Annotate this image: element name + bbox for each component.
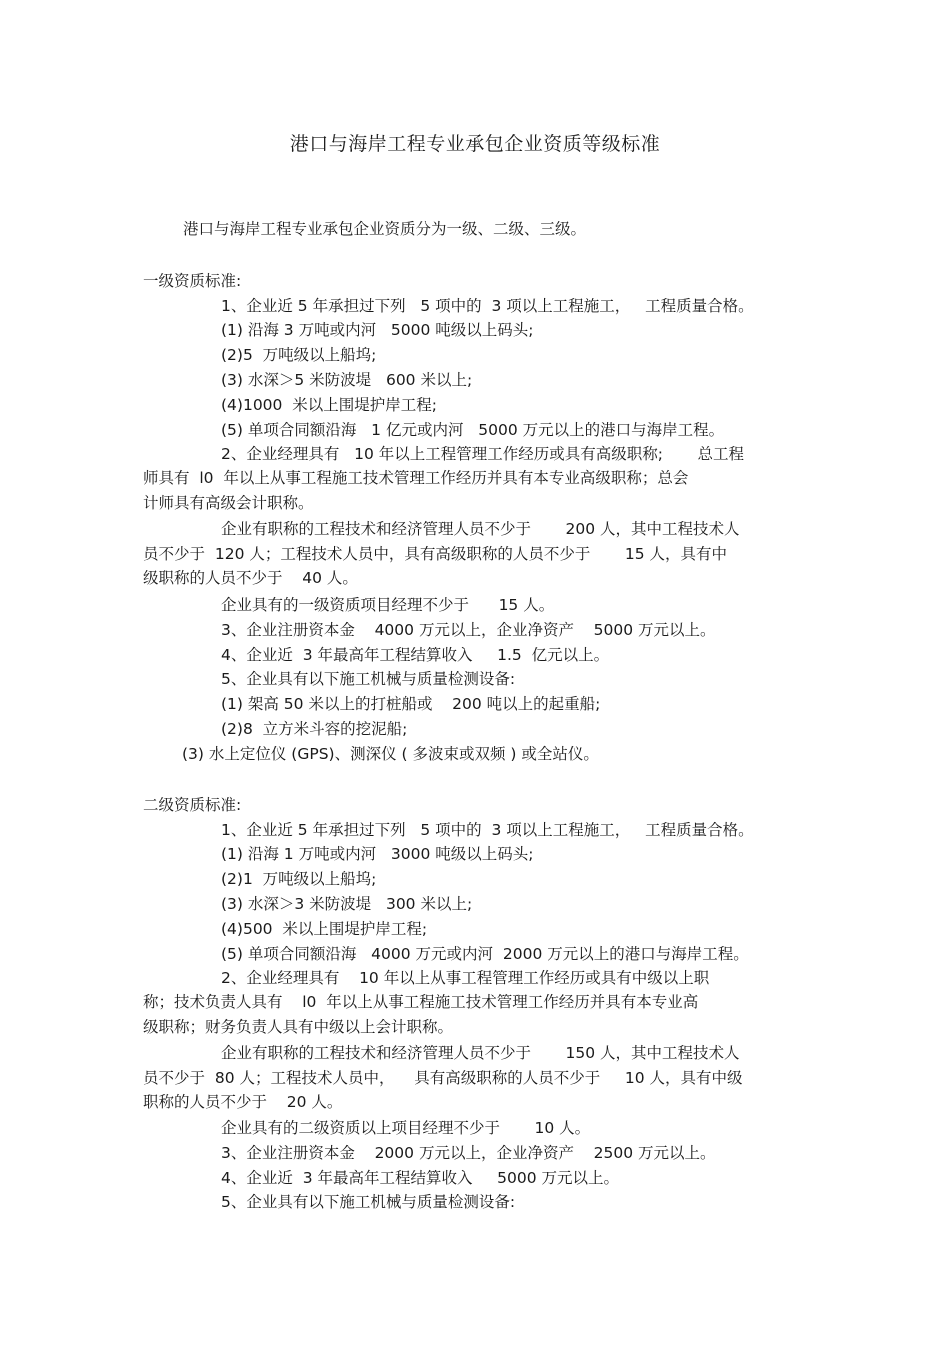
level1-line: (4)1000 米以上围堤护岸工程; <box>221 396 437 414</box>
level2-line: (3) 水深＞3 米防波堤 300 米以上; <box>221 895 473 913</box>
level2-line: 5、企业具有以下施工机械与质量检测设备: <box>221 1193 516 1211</box>
level1-line: (2)8 立方米斗容的挖泥船; <box>221 720 408 738</box>
intro-paragraph: 港口与海岸工程专业承包企业资质分为一级、二级、三级。 <box>183 220 587 238</box>
level2-line: 职称的人员不少于 20 人。 <box>143 1093 343 1111</box>
level1-line: 2、企业经理具有 10 年以上工程管理工作经历或具有高级职称; 总工程 <box>221 445 745 463</box>
level1-line: (5) 单项合同额沿海 1 亿元或内河 5000 万元以上的港口与海岸工程。 <box>221 421 725 439</box>
level2-line: 员不少于 80 人；工程技术人员中， 具有高级职称的人员不少于 10 人，具有中级 <box>143 1069 743 1087</box>
level1-line: (3) 水深＞5 米防波堤 600 米以上; <box>221 371 473 389</box>
level1-line: 师具有 l0 年以上从事工程施工技术管理工作经历并具有本专业高级职称；总会 <box>143 469 689 487</box>
level2-line: 3、企业注册资本金 2000 万元以上，企业净资产 2500 万元以上。 <box>221 1144 716 1162</box>
document-title: 港口与海岸工程专业承包企业资质等级标准 <box>289 133 661 155</box>
level2-line: 2、企业经理具有 10 年以上从事工程管理工作经历或具有中级以上职 <box>221 969 710 987</box>
level1-line: (1) 架高 50 米以上的打桩船或 200 吨以上的起重船; <box>221 695 601 713</box>
level2-line: 称；技术负责人具有 l0 年以上从事工程施工技术管理工作经历并具有本专业高 <box>143 993 699 1011</box>
level2-line: (5) 单项合同额沿海 4000 万元或内河 2000 万元以上的港口与海岸工程。 <box>221 945 749 963</box>
level1-line: 员不少于 120 人；工程技术人员中，具有高级职称的人员不少于 15 人，具有中 <box>143 545 728 563</box>
level1-line: (1) 沿海 3 万吨或内河 5000 吨级以上码头; <box>221 321 534 339</box>
level2-line: 1、企业近 5 年承担过下列 5 项中的 3 项以上工程施工， 工程质量合格。 <box>221 821 754 839</box>
level1-line: 4、企业近 3 年最高年工程结算收入 1.5 亿元以上。 <box>221 646 610 664</box>
level1-line: 级职称的人员不少于 40 人。 <box>143 569 358 587</box>
level2-line: 级职称；财务负责人具有中级以上会计职称。 <box>143 1018 454 1036</box>
level1-line: 3、企业注册资本金 4000 万元以上，企业净资产 5000 万元以上。 <box>221 621 716 639</box>
level1-line: (3) 水上定位仪 (GPS)、测深仪 ( 多波束或双频 ) 或全站仪。 <box>182 745 599 763</box>
level1-line: 计师具有高级会计职称。 <box>143 494 314 512</box>
level2-line: (2)1 万吨级以上船坞; <box>221 870 377 888</box>
level1-line: 企业具有的一级资质项目经理不少于 15 人。 <box>221 596 555 614</box>
level2-line: (4)500 米以上围堤护岸工程; <box>221 920 428 938</box>
level1-line: 5、企业具有以下施工机械与质量检测设备: <box>221 670 516 688</box>
level1-line: 1、企业近 5 年承担过下列 5 项中的 3 项以上工程施工， 工程质量合格。 <box>221 297 754 315</box>
level2-heading: 二级资质标准: <box>143 796 242 814</box>
level2-line: 企业有职称的工程技术和经济管理人员不少于 150 人，其中工程技术人 <box>221 1044 740 1062</box>
level1-line: 企业有职称的工程技术和经济管理人员不少于 200 人，其中工程技术人 <box>221 520 740 538</box>
level2-line: 4、企业近 3 年最高年工程结算收入 5000 万元以上。 <box>221 1169 620 1187</box>
level2-line: (1) 沿海 1 万吨或内河 3000 吨级以上码头; <box>221 845 534 863</box>
level2-line: 企业具有的二级资质以上项目经理不少于 10 人。 <box>221 1119 591 1137</box>
level1-line: (2)5 万吨级以上船坞; <box>221 346 377 364</box>
level1-heading: 一级资质标准: <box>143 272 242 290</box>
